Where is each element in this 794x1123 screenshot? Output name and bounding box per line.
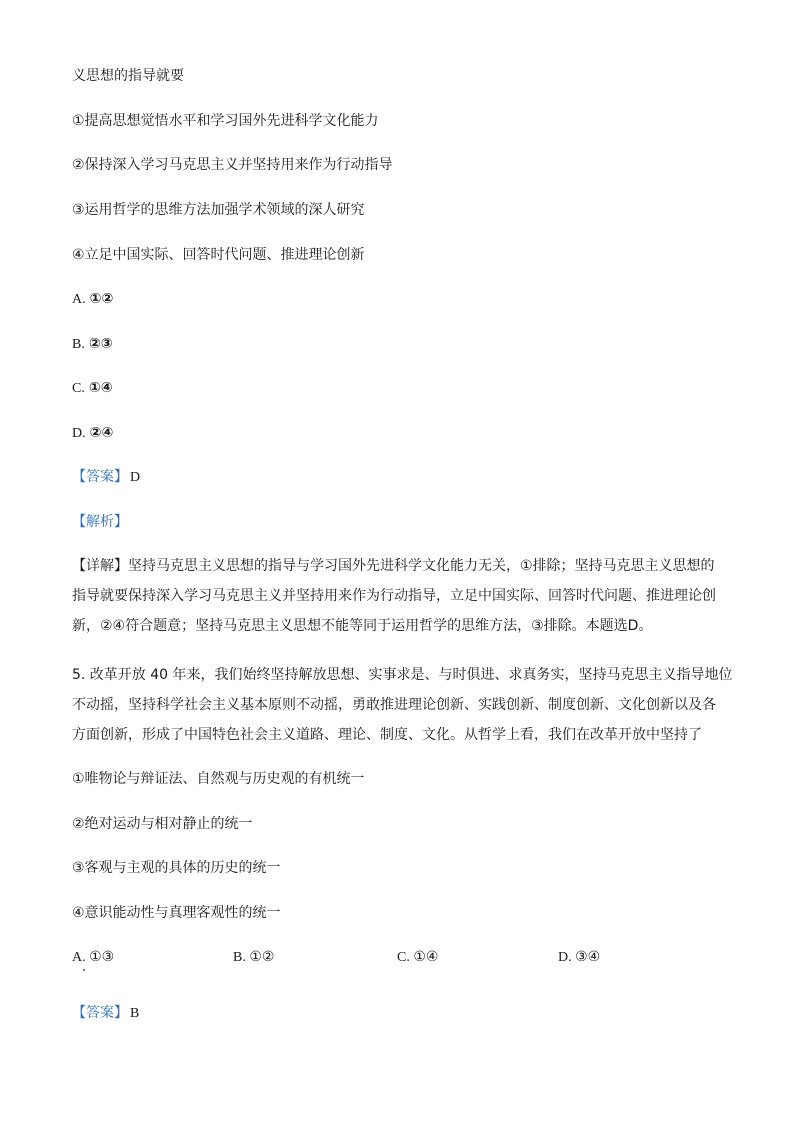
- q5-item-2: ②绝对运动与相对静止的统一: [72, 816, 253, 832]
- option-letter: A.: [72, 292, 86, 307]
- q4-item-3: ③运用哲学的思维方法加强学术领域的深人研究: [72, 202, 365, 218]
- q5-item-1: ①唯物论与辩证法、自然观与历史观的有机统一: [72, 771, 365, 787]
- option-letter: B.: [72, 337, 85, 352]
- q4-item-1: ①提高思想觉悟水平和学习国外先进科学文化能力: [72, 113, 379, 129]
- q4-option-c: [72, 378, 113, 399]
- option-value: ②③: [88, 336, 113, 352]
- q4-option-a: [72, 289, 113, 310]
- q4-stem-tail: 义思想的指导就要: [72, 68, 184, 84]
- option-letter: D.: [72, 426, 86, 441]
- answer-label: 【答案】: [72, 469, 128, 485]
- q5-option-b: B. ①②: [233, 950, 275, 965]
- q4-item-4: ④立足中国实际、回答时代问题、推进理论创新: [72, 247, 365, 263]
- analysis-label: 【解析】: [72, 514, 128, 530]
- option-value: ①④: [88, 380, 113, 396]
- q4-option-d: [72, 423, 113, 444]
- q5-stem-line-2: 不动摇，坚持科学社会主义基本原则不动摇，勇敢推进理论创新、实践创新、制度创新、文化创新以及各: [72, 697, 716, 713]
- q4-option-b: [72, 334, 113, 355]
- detail-label: 【详解】: [72, 558, 128, 574]
- detail-line-1: [72, 551, 722, 581]
- option-letter: C.: [72, 381, 85, 396]
- option-value: ②④: [89, 425, 114, 441]
- q5-option-d: D. ③④: [558, 950, 601, 965]
- q5-stem: [72, 660, 733, 750]
- q4-answer: [72, 467, 140, 488]
- stray-dot: [83, 969, 85, 971]
- option-value: ①②: [89, 291, 114, 307]
- q5-option-c: C. ①④: [397, 950, 439, 965]
- q5-item-4: ④意识能动性与真理客观性的统一: [72, 905, 281, 921]
- q4-item-2: ②保持深入学习马克思主义并坚持用来作为行动指导: [72, 157, 393, 173]
- q5-item-3: ③客观与主观的具体的历史的统一: [72, 860, 281, 876]
- q5-answer: [72, 1003, 139, 1024]
- detail-line-2: 指导就要保持深入学习马克思主义并坚持用来作为行动指导，立足中国实际、回答时代问题、推进理论创: [72, 588, 716, 604]
- q4-analysis-label: [72, 512, 128, 532]
- detail-text: 坚持马克思主义思想的指导与学习国外先进科学文化能力无关，①排除；坚持马克思主义思想的: [128, 558, 715, 574]
- answer-label: 【答案】: [72, 1005, 128, 1021]
- answer-value: B: [130, 1006, 140, 1021]
- q4-detail: [72, 551, 722, 641]
- q5-option-a: A. ①③: [72, 950, 115, 965]
- q5-stem-line-1: 5. 改革开放 40 年来，我们始终坚持解放思想、实事求是、与时俱进、求真务实，坚持马克思主义指导地位: [72, 667, 733, 683]
- detail-line-3: 新，②④符合题意；坚持马克思主义思想不能等同于运用哲学的思维方法，③排除。本题选D。: [72, 618, 653, 634]
- answer-value: D: [130, 470, 141, 485]
- q5-stem-line-3: 方面创新，形成了中国特色社会主义道路、理论、制度、文化。从哲学上看，我们在改革开放中坚持了: [72, 727, 702, 743]
